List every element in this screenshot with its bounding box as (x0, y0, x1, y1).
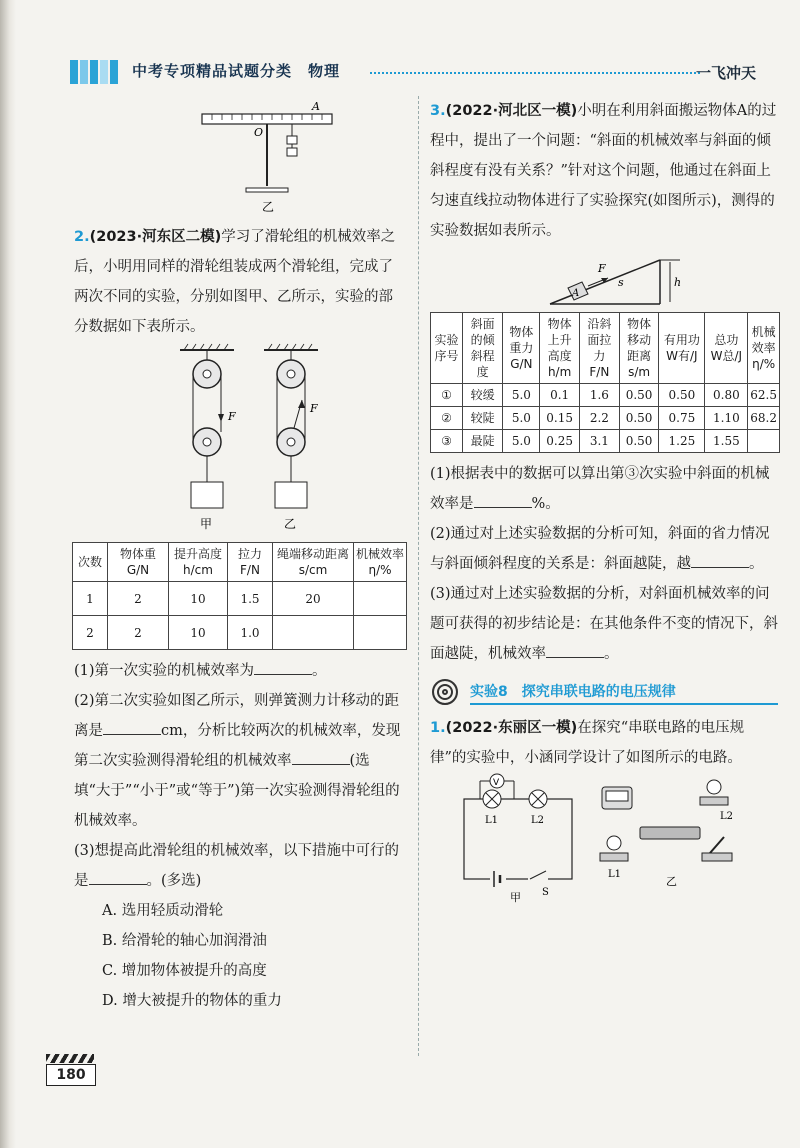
q3-cell: 62.5 (748, 384, 780, 407)
q3-th: 物体上升高度 h/m (540, 313, 579, 384)
page-number: 180 (46, 1064, 96, 1086)
q3-cell: 0.15 (540, 407, 579, 430)
header-rule (370, 72, 700, 74)
q3-table-header (431, 313, 780, 384)
lever-figure (74, 96, 404, 216)
q3-cell: 较陡 (463, 407, 503, 430)
incline-label-a: A (572, 288, 580, 299)
q2-sub1-text: (1)第一次实验的机械效率为 (74, 663, 255, 679)
q2-table-header (73, 543, 407, 582)
q3-text: 小明在利用斜面搬运物体A的过程中，提出了一个问题：“斜面的机械效率与斜面的倾斜程度有没有关系？”针对这个问题，他通过在斜面上匀速直线拉动物体进行了实验探究(如图所示)，测得的实验数据如表所示。 (430, 103, 777, 239)
q2-blank-4[interactable] (89, 866, 147, 885)
q3-sub3 (430, 579, 780, 669)
incline-figure (430, 246, 780, 312)
q1-number: 1. (430, 720, 446, 736)
circuit-figure (430, 773, 780, 903)
q1-stem (430, 713, 780, 773)
q2-th: 物体重 G/N (108, 543, 169, 582)
q2-cell (273, 616, 354, 650)
apparatus-l2-label: L2 (720, 811, 734, 822)
incline-diagram (430, 246, 780, 312)
q3-sub1-end: %。 (531, 496, 560, 512)
q2-sub2-text-c: (选填“大于”“小于”或“等于”)第一次实验测得滑轮组的机械效率。 (74, 753, 400, 829)
q3-table (430, 312, 780, 453)
q2-option-d: D. 增大被提升的物体的重力 (102, 993, 282, 1009)
target-icon (432, 679, 458, 705)
q2-blank-2[interactable] (103, 716, 161, 735)
q2-text: 学习了滑轮组的机械效率之后，小明用同样的滑轮组装成两个滑轮组，完成了两次不同的实验，分别如图甲、乙所示，实验的部分数据如下表所示。 (74, 229, 396, 335)
circuit-caption-a: 甲 (510, 891, 521, 903)
q2-sub1-end: 。 (312, 663, 327, 679)
q3-cell: ② (431, 407, 463, 430)
q3-cell: ③ (431, 430, 463, 453)
lever-diagram (74, 96, 404, 216)
q2-th: 次数 (73, 543, 108, 582)
left-column (74, 96, 404, 1016)
q3-cell (748, 430, 780, 453)
pulley-diagram (74, 342, 404, 542)
q1-source: (2022·东丽区一模) (445, 720, 578, 736)
page-header (70, 58, 790, 86)
q3-cell: 1.25 (659, 430, 705, 453)
incline-label-s: s (618, 276, 624, 289)
q2-cell (354, 616, 407, 650)
lever-caption: 乙 (262, 200, 275, 214)
page-number-badge (46, 1064, 96, 1086)
q3-stem (430, 96, 780, 246)
q3-th: 物体移动距离 s/m (619, 313, 658, 384)
lamp-l2-label: L2 (531, 815, 545, 826)
q2-th: 机械效率 η/% (354, 543, 407, 582)
q2-number: 2. (74, 229, 90, 245)
q3-th: 总功 W总/J (705, 313, 748, 384)
q3-th: 沿斜面拉力 F/N (579, 313, 619, 384)
switch-label: S (542, 887, 549, 898)
q3-sub2 (430, 519, 780, 579)
q3-cell: 5.0 (503, 430, 540, 453)
q3-th: 实验序号 (431, 313, 463, 384)
lever-label-o: O (254, 126, 264, 139)
q3-cell: 0.75 (659, 407, 705, 430)
q2-cell: 1.5 (228, 582, 273, 616)
pulley-caption-a: 甲 (200, 517, 213, 531)
q2-cell: 2 (73, 616, 108, 650)
q2-source: (2023·河东区二模) (89, 229, 222, 245)
q2-th: 绳端移动距离 s/cm (273, 543, 354, 582)
q3-blank-2[interactable] (691, 549, 749, 568)
incline-label-f: F (598, 262, 606, 275)
voltmeter-label: V (493, 778, 500, 788)
page-edge (0, 0, 16, 1148)
right-column (430, 96, 780, 903)
q3-cell: 较缓 (463, 384, 503, 407)
q3-sub3-end: 。 (604, 646, 619, 662)
pulley-force-label-a: F (228, 410, 236, 423)
q3-blank-1[interactable] (474, 489, 532, 508)
table-row (73, 616, 407, 650)
q3-cell: ① (431, 384, 463, 407)
circuit-caption-b: 乙 (666, 875, 677, 888)
q2-blank-3[interactable] (292, 746, 350, 765)
q3-cell: 3.1 (579, 430, 619, 453)
q3-cell: 0.1 (540, 384, 579, 407)
q3-cell: 1.10 (705, 407, 748, 430)
q3-cell: 0.50 (619, 407, 658, 430)
q3-sub1-text: (1)根据表中的数据可以算出第③次实验中斜面的机械效率是 (430, 466, 770, 512)
q3-th: 物体重力 G/N (503, 313, 540, 384)
q2-option-b: B. 给滑轮的轴心加润滑油 (102, 933, 267, 949)
table-row (431, 430, 780, 453)
q2-cell: 1 (73, 582, 108, 616)
q3-cell: 5.0 (503, 384, 540, 407)
q3-cell: 5.0 (503, 407, 540, 430)
q2-cell: 2 (108, 616, 169, 650)
q2-sub3-end: 。(多选) (146, 873, 202, 889)
table-row (431, 407, 780, 430)
experiment-8-label: 实验8 探究串联电路的电压规律 (470, 684, 676, 700)
pulley-caption-b: 乙 (284, 517, 297, 531)
q3-cell: 2.2 (579, 407, 619, 430)
header-brand: 一飞冲天 (695, 64, 756, 82)
q3-cell: 0.25 (540, 430, 579, 453)
q3-sub2-end: 。 (749, 556, 764, 572)
q3-cell: 0.50 (659, 384, 705, 407)
q2-sub2-text-b: cm，分析比较两次的机械效率，发现第二次实验测得滑轮组的机械效率 (74, 723, 401, 769)
q2-sub2 (74, 686, 404, 836)
pulley-figure (74, 342, 404, 542)
q3-cell: 1.6 (579, 384, 619, 407)
q3-blank-3[interactable] (546, 639, 604, 658)
pulley-force-label-b: F (310, 402, 318, 415)
circuit-diagram (430, 773, 780, 903)
q2-th: 拉力 F/N (228, 543, 273, 582)
q2-option-c: C. 增加物体被提升的高度 (102, 963, 267, 979)
q3-cell: 0.50 (619, 384, 658, 407)
experiment-8-heading (430, 675, 780, 709)
q2-option-a: A. 选用轻质动滑轮 (102, 903, 224, 919)
q2-th: 提升高度 h/cm (169, 543, 228, 582)
q2-sub1 (74, 656, 404, 686)
q2-sub3 (74, 836, 404, 896)
q3-th: 斜面的倾斜程度 (463, 313, 503, 384)
q3-source: (2022·河北区一模) (445, 103, 578, 119)
header-decoration (70, 60, 128, 84)
q2-sub2-text-a: (2)第二次实验如图乙所示，则弹簧测力计移动的距离是 (74, 693, 400, 739)
q3-cell: 1.55 (705, 430, 748, 453)
table-row (73, 582, 407, 616)
q2-cell: 1.0 (228, 616, 273, 650)
q2-cell: 20 (273, 582, 354, 616)
q2-stem (74, 222, 404, 342)
table-row (431, 384, 780, 407)
q3-th: 机械效率 η/% (748, 313, 780, 384)
q3-sub2-text: (2)通过对上述实验数据的分析可知，斜面的省力情况与斜面倾斜程度的关系是：斜面越陡，越 (430, 526, 770, 572)
q3-cell: 最陡 (463, 430, 503, 453)
q3-cell: 68.2 (748, 407, 780, 430)
q3-th: 有用功 W有/J (659, 313, 705, 384)
q2-blank-1[interactable] (254, 656, 312, 675)
q2-cell (354, 582, 407, 616)
apparatus-l1-label: L1 (608, 869, 622, 880)
lever-label-a: A (312, 100, 320, 113)
q1-text: 在探究“串联电路的电压规律”的实验中，小涵同学设计了如图所示的电路。 (430, 720, 745, 766)
column-divider (418, 96, 419, 1056)
q3-sub3-text: (3)通过对上述实验数据的分析，对斜面机械效率的问题可获得的初步结论是：在其他条件不变的情况下，斜面越陡，机械效率 (430, 586, 778, 662)
q2-cell: 10 (169, 616, 228, 650)
q3-cell: 0.80 (705, 384, 748, 407)
q3-sub1 (430, 459, 780, 519)
incline-label-h: h (674, 276, 682, 289)
q2-cell: 10 (169, 582, 228, 616)
q2-table (72, 542, 407, 650)
q2-sub3-text: (3)想提高此滑轮组的机械效率，以下措施中可行的是 (74, 843, 400, 889)
experiment-8-rule (470, 703, 778, 705)
lamp-l1-label: L1 (485, 815, 499, 826)
q2-cell: 2 (108, 582, 169, 616)
clapper-stripes (46, 1054, 94, 1063)
q3-number: 3. (430, 103, 446, 119)
header-title: 中考专项精品试题分类 物理 (132, 62, 341, 80)
q3-cell: 0.50 (619, 430, 658, 453)
